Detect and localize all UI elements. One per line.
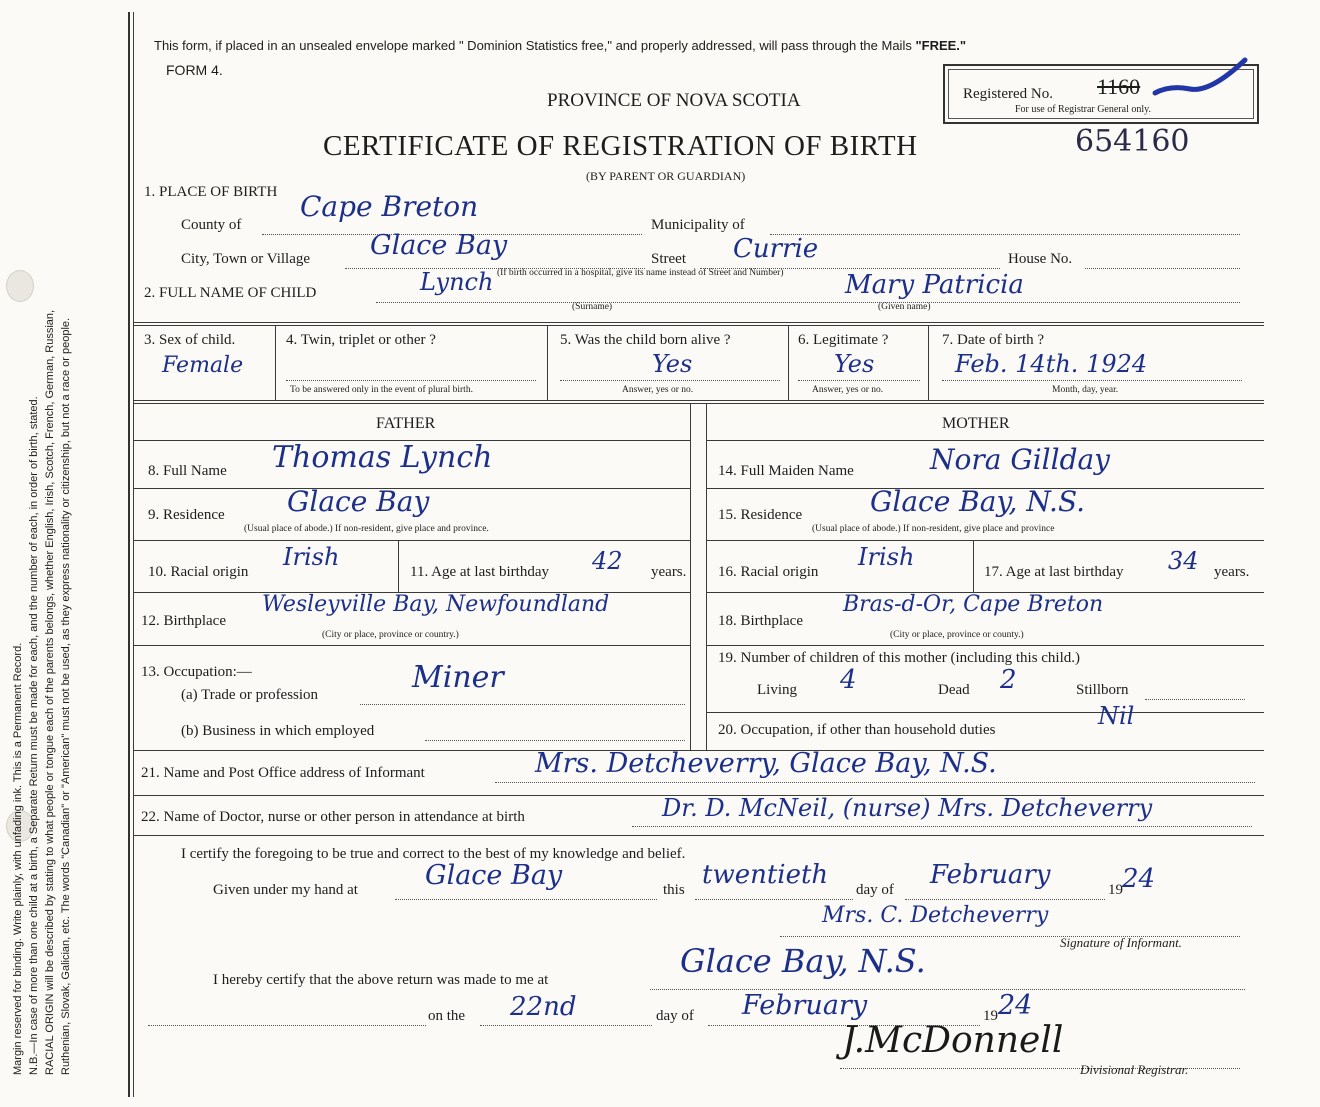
divider — [134, 540, 690, 541]
margin-notes — [10, 25, 74, 1075]
dead-value: 2 — [1000, 665, 1017, 695]
mother-race: Irish — [858, 543, 915, 571]
given-place-line — [395, 899, 657, 900]
registrar-day-line — [480, 1025, 652, 1026]
dob-label: 7. Date of birth ? — [942, 332, 1045, 348]
divider — [706, 645, 1264, 646]
father-years: years. — [651, 564, 687, 580]
informant-label: 21. Name and Post Office address of Informant — [141, 765, 425, 781]
given-name-caption: (Given name) — [878, 302, 931, 312]
dob-note: Month, day, year. — [1052, 385, 1119, 395]
divider — [706, 712, 1264, 713]
mail-notice — [154, 38, 966, 53]
trade-line — [360, 704, 685, 705]
day-of-label: day of — [856, 882, 894, 898]
registered-number: 1160 — [1097, 74, 1141, 99]
doctor-line — [632, 826, 1252, 827]
legitimate-note: Answer, yes or no. — [812, 385, 884, 395]
occupation-label: 13. Occupation:— — [141, 664, 252, 680]
business-label: (b) Business in which employed — [181, 723, 375, 739]
mother-birthplace: Bras-d-Or, Cape Breton — [843, 592, 1104, 617]
registrar-place-line — [650, 989, 1245, 990]
father-race-label: 10. Racial origin — [148, 564, 249, 580]
mother-race-label: 16. Racial origin — [718, 564, 819, 580]
doctor-label: 22. Name of Doctor, nurse or other person in attendance at birth — [141, 809, 525, 825]
divider — [134, 645, 690, 646]
street-label: Street — [651, 251, 686, 267]
alive-label: 5. Was the child born alive ? — [560, 332, 731, 348]
child-given-name: Mary Patricia — [845, 270, 1024, 300]
city-value: Glace Bay — [370, 230, 508, 261]
divider — [134, 400, 1264, 401]
mother-heading: MOTHER — [942, 415, 1010, 432]
father-residence-label: 9. Residence — [148, 507, 225, 523]
father-birthplace-label: 12. Birthplace — [141, 613, 226, 629]
father-age-label: 11. Age at last birthday — [410, 564, 549, 580]
divider — [275, 325, 276, 400]
on-the-label: on the — [428, 1008, 466, 1024]
stillborn-line — [1145, 699, 1245, 700]
living-value: 4 — [840, 665, 857, 695]
living-label: Living — [757, 682, 797, 698]
father-race: Irish — [283, 543, 340, 571]
mother-years: years. — [1214, 564, 1250, 580]
day-value: twentieth — [702, 860, 829, 890]
signature-caption: Signature of Informant. — [1060, 935, 1182, 950]
alive-line — [560, 380, 780, 381]
year-value: 24 — [1122, 864, 1156, 894]
divider — [706, 540, 1264, 541]
registrar-certify-text: I hereby certify that the above return was made to me at — [213, 972, 549, 988]
form-number: FORM 4. — [166, 62, 223, 78]
province-heading: PROVINCE OF NOVA SCOTIA — [547, 90, 801, 111]
mother-residence-note: (Usual place of abode.) If non-resident, give place and province — [812, 524, 1055, 534]
registrar-month: February — [742, 990, 868, 1021]
page-subtitle: (BY PARENT OR GUARDIAN) — [586, 169, 746, 183]
column-divider — [690, 403, 691, 750]
father-residence-note: (Usual place of abode.) If non-resident, give place and province. — [244, 524, 489, 534]
mother-name-label: 14. Full Maiden Name — [718, 463, 854, 479]
city-label: City, Town or Village — [181, 251, 311, 267]
house-label: House No. — [1008, 251, 1073, 267]
county-value: Cape Breton — [300, 190, 479, 223]
on-the-line-left — [148, 1025, 426, 1026]
divider — [134, 403, 1264, 404]
municipality-line — [770, 234, 1240, 235]
father-birthplace-note: (City or place, province or country.) — [322, 630, 459, 640]
registrar-place: Glace Bay, N.S. — [680, 942, 926, 980]
registered-note: For use of Registrar General only. — [1015, 104, 1151, 115]
county-label: County of — [181, 217, 242, 233]
sex-label: 3. Sex of child. — [144, 332, 236, 348]
cert-number: 654160 — [1075, 124, 1190, 159]
father-residence: Glace Bay — [287, 485, 430, 518]
registrar-signature: J.McDonnell — [842, 1020, 1064, 1061]
stillborn-label: Stillborn — [1076, 682, 1129, 698]
business-line — [425, 740, 685, 741]
legitimate-label: 6. Legitimate ? — [798, 332, 889, 348]
father-name-label: 8. Full Name — [148, 463, 227, 479]
mother-age-label: 17. Age at last birthday — [984, 564, 1124, 580]
child-name-label: 2. FULL NAME OF CHILD — [144, 285, 317, 301]
trade-label: (a) Trade or profession — [181, 687, 319, 703]
column-divider — [706, 403, 707, 750]
informant-signature: Mrs. C. Detcheverry — [822, 903, 1049, 928]
registrar-caption: Divisional Registrar. — [1080, 1062, 1189, 1077]
father-name: Thomas Lynch — [272, 440, 493, 475]
given-place: Glace Bay — [425, 860, 563, 891]
dob-line — [942, 380, 1242, 381]
divider — [973, 540, 974, 592]
informant-value: Mrs. Detcheverry, Glace Bay, N.S. — [535, 748, 997, 779]
children-label: 19. Number of children of this mother (including this child.) — [718, 650, 1081, 666]
mother-residence-label: 15. Residence — [718, 507, 803, 523]
margin-line: Margin reserved for binding. Write plainly, with unfading ink. This is a Permanent Record. — [12, 642, 24, 1075]
page-title: CERTIFICATE OF REGISTRATION OF BIRTH — [323, 130, 918, 162]
twin-label: 4. Twin, triplet or other ? — [286, 332, 436, 348]
child-surname: Lynch — [420, 268, 494, 296]
registrar-year: 24 — [998, 990, 1033, 1021]
divider — [134, 325, 1264, 326]
month-value: February — [930, 860, 1051, 890]
doctor-value: Dr. D. McNeil, (nurse) Mrs. Detcheverry — [662, 794, 1153, 822]
alive-note: Answer, yes or no. — [622, 385, 694, 395]
registered-label: Registered No. — [963, 86, 1053, 102]
day-line — [695, 899, 853, 900]
municipality-label: Municipality of — [651, 217, 745, 233]
this-label: this — [663, 882, 685, 898]
house-line — [1085, 268, 1240, 269]
divider — [398, 540, 399, 592]
divider — [706, 440, 1264, 441]
year-prefix: 19 — [1108, 882, 1123, 898]
legitimate-value: Yes — [834, 350, 875, 378]
child-name-line — [376, 302, 1240, 303]
place-of-birth-label: 1. PLACE OF BIRTH — [144, 184, 278, 200]
sex-value: Female — [162, 353, 244, 378]
margin-rule — [133, 12, 134, 1097]
free-text: "FREE." — [915, 38, 967, 53]
divider — [788, 325, 789, 400]
surname-caption: (Surname) — [572, 302, 613, 312]
alive-value: Yes — [652, 350, 693, 378]
mother-name: Nora Gillday — [930, 443, 1111, 476]
father-birthplace: Wesleyville Bay, Newfoundland — [262, 592, 610, 617]
registrar-year-prefix: 19 — [983, 1008, 998, 1024]
divider — [547, 325, 548, 400]
divider — [134, 835, 1264, 836]
registrar-day: 22nd — [510, 992, 577, 1022]
mother-age: 34 — [1168, 547, 1199, 575]
margin-line: RACIAL ORIGIN will be described by stating to what people or tongue each of the parents belongs, whether English, Irish, Scotch, French, German, Russian, — [44, 309, 56, 1075]
registrar-day-of: day of — [656, 1008, 694, 1024]
legitimate-line — [798, 380, 920, 381]
margin-line: N.B.—In case of more than one child at a birth, a Separate Return must be made for each, and the number of each, in order of birth, stated. — [28, 396, 40, 1075]
mail-notice-text: This form, if placed in an unsealed envelope marked " Dominion Statistics free," and properly addressed, will pass through the Mails — [154, 38, 912, 53]
mother-occupation-label: 20. Occupation, if other than household duties — [718, 722, 996, 738]
margin-rule — [128, 12, 130, 1097]
given-label: Given under my hand at — [213, 882, 358, 898]
check-mark-icon — [1150, 55, 1250, 105]
dob-value: Feb. 14th. 1924 — [955, 350, 1148, 378]
divider — [134, 322, 1264, 323]
divider — [928, 325, 929, 400]
month-line — [905, 899, 1105, 900]
twin-line — [286, 380, 536, 381]
dead-label: Dead — [938, 682, 970, 698]
father-heading: FATHER — [376, 415, 436, 432]
trade-value: Miner — [412, 660, 504, 695]
street-value: Currie — [733, 234, 819, 264]
mother-birthplace-label: 18. Birthplace — [718, 613, 803, 629]
father-age: 42 — [592, 547, 623, 575]
margin-line: Ruthenian, Slovak, Galician, etc. The words "Canadian" or "American" must not be used, as they express nationality or citizenship, but not a race or people. — [60, 317, 72, 1075]
mother-residence: Glace Bay, N.S. — [870, 485, 1086, 518]
twin-note: To be answered only in the event of plural birth. — [290, 385, 473, 395]
mother-birthplace-note: (City or place, province or county.) — [890, 630, 1024, 640]
certify-text: I certify the foregoing to be true and correct to the best of my knowledge and belief. — [181, 846, 686, 862]
informant-line — [495, 782, 1255, 783]
hospital-note: (If birth occurred in a hospital, give its name instead of Street and Number) — [497, 268, 784, 278]
mother-occupation: Nil — [1098, 702, 1135, 730]
